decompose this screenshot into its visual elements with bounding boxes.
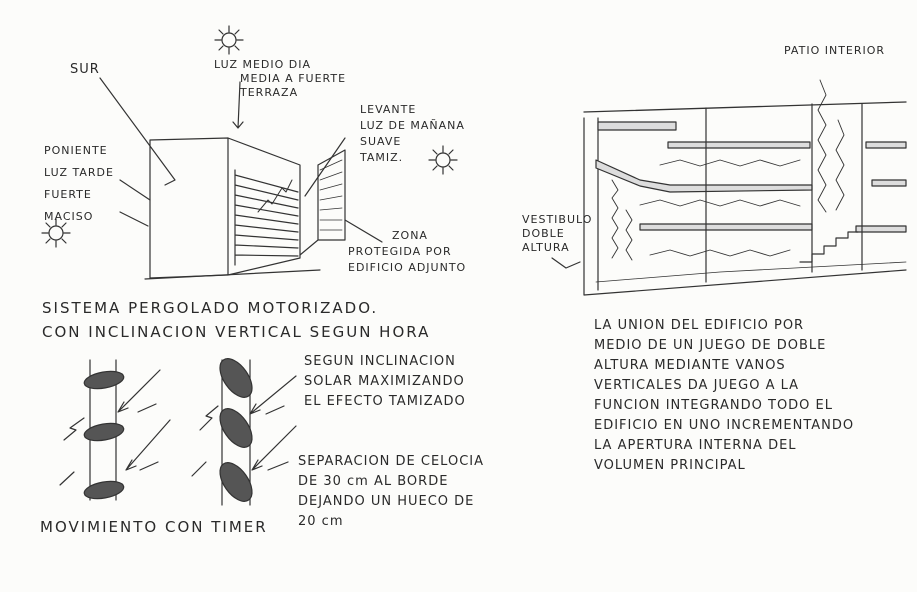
louver-diagram-right: [192, 353, 296, 507]
union-text: LA UNION DEL EDIFICIO POR MEDIO DE UN JUEGO DE DOBLE ALTURA MEDIANTE VANOS VERTICALES DA JUEGO A LA FUNCION INTEGRANDO TODO EL EDIFICIO EN UNO INCREMENTANDO LA APERTURA INTERNA DEL VOLUMEN PRINCIPAL: [594, 318, 855, 473]
segun-text: SEGUN INCLINACION SOLAR MAXIMIZANDO EL EFECTO TAMIZADO: [304, 354, 466, 409]
louver-diagram-left: [60, 360, 170, 501]
label-sur: SUR: [70, 62, 100, 77]
label-poniente: PONIENTE LUZ TARDE FUERTE MACISO: [44, 144, 114, 223]
label-patio-interior: PATIO INTERIOR: [784, 44, 886, 57]
label-levante: LEVANTE LUZ DE MAÑANA SUAVE TAMIZ.: [360, 103, 465, 164]
building-perspective: [145, 138, 345, 279]
movimiento-text: MOVIMIENTO CON TIMER: [40, 518, 268, 536]
separacion-text: SEPARACION DE CELOCIA DE 30 cm AL BORDE DEJANDO UN HUECO DE 20 cm: [298, 454, 485, 529]
sun-icon: [215, 26, 243, 54]
sistema-text: SISTEMA PERGOLADO MOTORIZADO. CON INCLINACION VERTICAL SEGUN HORA: [42, 299, 431, 341]
label-luz-medio-dia: LUZ MEDIO DIA MEDIA A FUERTE TERRAZA: [214, 58, 347, 99]
label-vestibulo: VESTIBULO DOBLE ALTURA: [522, 213, 593, 254]
leader-lines: [100, 78, 382, 242]
building-section: [552, 80, 906, 295]
label-zona: ZONA PROTEGIDA POR EDIFICIO ADJUNTO: [348, 229, 467, 274]
